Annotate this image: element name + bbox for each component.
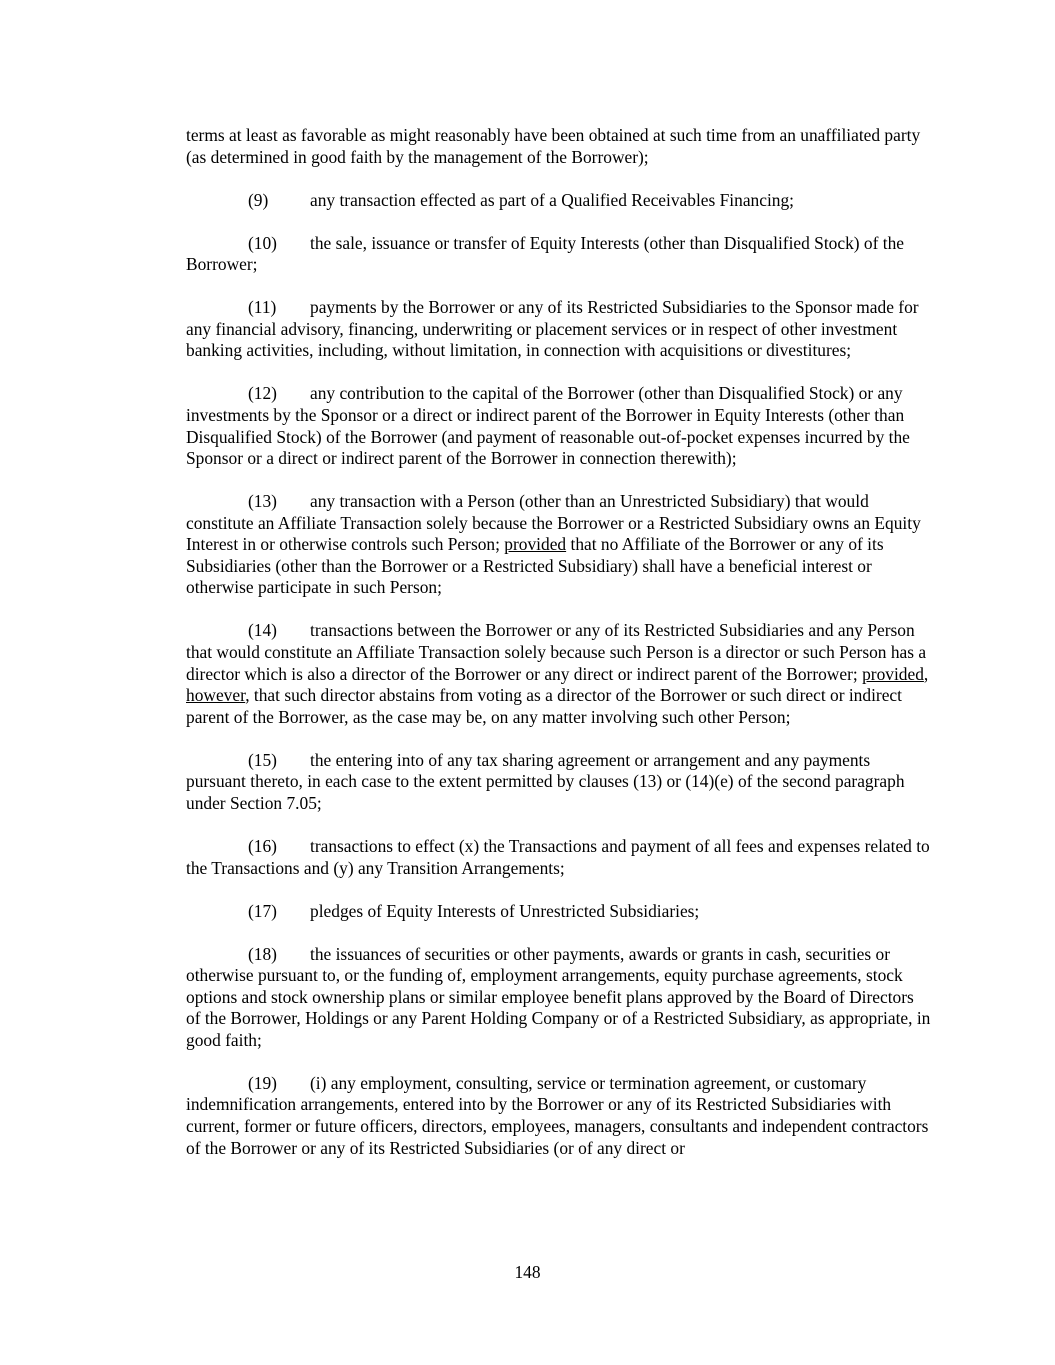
clause-text: the sale, issuance or transfer of Equity Interests (other than Disqualified Stock) of the Borrower;: [186, 232, 904, 275]
underlined-term: provided: [862, 663, 924, 684]
clause-text: (i) any employment, consulting, service or termination agreement, or customary indemnification arrangements, entered into by the Borrower or any of its Restricted Subsidiaries with current, former or future officers, directors, employees, managers, consultants and independent contractors of the Borrower or any of its Restricted Subsidiaries (or of any direct or: [186, 1072, 929, 1158]
clause-18: [186, 944, 932, 1052]
clause-text-continued: that no Affiliate of the Borrower or any of its Subsidiaries (other than the Borrower or a Restricted Subsidiary) shall have a beneficial interest or otherwise participate in such Person;: [186, 534, 884, 598]
clause-13: [186, 491, 932, 599]
document-body: [186, 125, 932, 1181]
underlined-term: provided: [504, 534, 567, 555]
clause-16: [186, 836, 932, 879]
clause-9: [186, 190, 932, 212]
clause-number: (15): [248, 749, 277, 770]
clause-14: (14) transactions between the Borrower or any of its Restricted Subsidiaries and any Person that would constitute an Affiliate Transaction solely because such Person is a director or such Person has a director which is also a director of the Borrower or any direct or indirect parent of the Borrower; provided, however, that such director abstains from voting as a director of the Borrower or such direct or indirect parent of the Borrower, as the case may be, on any matter involving such other Person;: [186, 620, 929, 727]
clause-12: [186, 383, 932, 469]
clause-text: the entering into of any tax sharing agreement or arrangement and any payments pursuant thereto, in each case to the extent permitted by clauses (13) or (14)(e) of the second paragraph under Section 7.05;: [186, 749, 905, 813]
underlined-term: however: [186, 685, 246, 706]
clause-number: (16): [248, 835, 277, 856]
clause-number: (11): [248, 297, 277, 318]
clause-17: [186, 901, 932, 923]
clause-text-continued: that such director abstains from voting as a director of the Borrower or such direct or indirect parent of the Borrower, as the case may be, on any matter involving such other Person;: [186, 685, 902, 727]
clause-text: the issuances of securities or other payments, awards or grants in cash, securities or otherwise pursuant to, or the funding of, employment arrangements, equity purchase agreements, stock options and stock ownership plans or similar employee benefit plans approved by the Board of Directors of the Borrower, Holdings or any Parent Holding Company or of a Restricted Subsidiary, as appropriate, in good faith;: [186, 943, 931, 1050]
clause-19: [186, 1073, 932, 1159]
clause-number: (14): [248, 620, 277, 641]
continuation-paragraph: terms at least as favorable as might reasonably have been obtained at such time from an unaffiliated party (as determined in good faith by the management of the Borrower);: [186, 125, 921, 167]
clause-number: (13): [248, 491, 277, 512]
clause-text: pledges of Equity Interests of Unrestricted Subsidiaries;: [310, 900, 700, 921]
clause-10: [186, 233, 932, 276]
clause-text: any transaction with a Person (other than an Unrestricted Subsidiary) that would constitute an Affiliate Transaction solely because the Borrower or a Restricted Subsidiary owns an Equity Interest in or otherwise controls such Person;: [186, 491, 921, 555]
clause-number: (10): [248, 232, 277, 253]
clause-text: transactions to effect (x) the Transactions and payment of all fees and expenses related to the Transactions and (y) any Transition Arrangements;: [186, 835, 930, 878]
clause-text: any contribution to the capital of the Borrower (other than Disqualified Stock) or any investments by the Sponsor or a direct or indirect parent of the Borrower in Equity Interests (other than Disqualified Stock) of the Borrower (and payment of reasonable out-of-pocket expenses incurred by the Sponsor or a direct or indirect parent of the Borrower in connection therewith);: [186, 383, 910, 469]
clause-text: any transaction effected as part of a Qualified Receivables Financing;: [310, 189, 795, 210]
clause-11: [186, 297, 932, 362]
clause-number: (19): [248, 1072, 277, 1093]
page-number: 148: [514, 1262, 541, 1282]
clause-number: (17): [248, 900, 277, 921]
clause-15: [186, 750, 932, 815]
clause-number: (9): [248, 189, 269, 210]
clause-number: (12): [248, 383, 277, 404]
clause-number: (18): [248, 943, 277, 964]
clause-text: payments by the Borrower or any of its Restricted Subsidiaries to the Sponsor made for any financial advisory, financing, underwriting or placement services or in respect of other investment banking activities, including, without limitation, in connection with acquisitions or divestitures;: [186, 297, 919, 361]
clause-text: transactions between the Borrower or any of its Restricted Subsidiaries and any Person that would constitute an Affiliate Transaction solely because such Person is a director or such Person has a director which is also a director of the Borrower or any direct or indirect parent of the Borrower;: [186, 620, 927, 684]
